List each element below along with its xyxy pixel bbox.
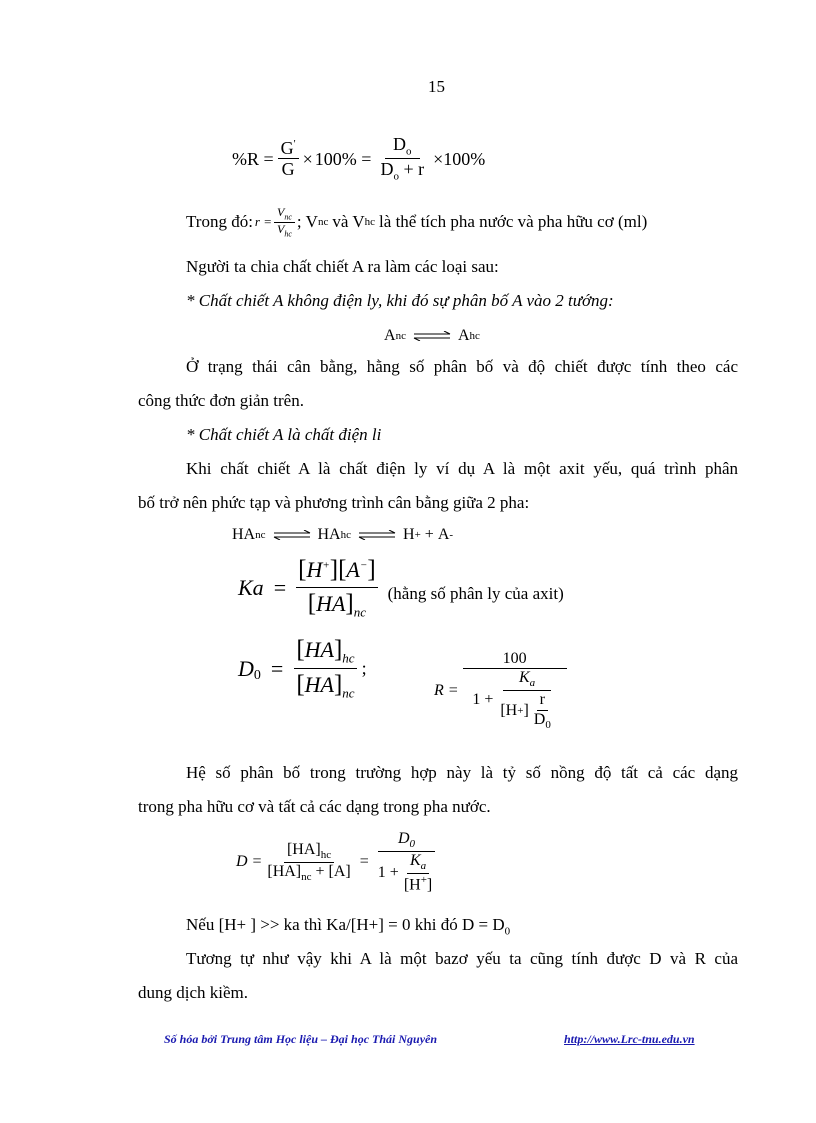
page-number: 15 — [428, 77, 445, 96]
fraction-d-ka: $D_0$ 1 + $\frac{K_a}{[H^+]}$ — [375, 830, 438, 894]
formula-ka: Ka = $\frac{[H^+][A^-]}{[HA]_{nc}}$ (hằng số phân ly của axit) — [238, 556, 564, 620]
heading-electrolyte: * Chất chiết A là chất điện li — [186, 425, 382, 444]
paragraph-condition: Nếu [H+ ] >> ka thì Ka/[H+] = 0 khi đó $D = D_0$ — [186, 915, 511, 938]
equilibrium-arrow-icon — [412, 331, 452, 341]
paragraph-d-line2: trong pha hữu cơ và tất cả các dạng trong pha nước. — [138, 797, 491, 816]
equilibrium-arrow-icon — [357, 530, 397, 540]
equation-simple: A nc A hc — [384, 327, 480, 344]
equation-chain: HA nc HA hc H + + A - — [232, 526, 454, 543]
paragraph-equilibrium-line1: Ở trạng thái cân bằng, hằng số phân bố và độ chiết được tính theo các — [186, 357, 738, 376]
paragraph-classify: Người ta chia chất chiết A ra làm các loại sau: — [186, 257, 499, 276]
fraction-ka: $\frac{[H^+][A^-]}{[HA]_{nc}}$ — [298, 556, 376, 620]
fraction-d: $\frac{D_o}{D_o + r}$ — [380, 134, 425, 183]
paragraph-equilibrium-line2: công thức đơn giản trên. — [138, 391, 304, 410]
paragraph-acid-line2: bố trở nên phức tạp và phương trình cân bằng giữa 2 pha: — [138, 493, 530, 512]
equilibrium-arrow-icon — [272, 530, 312, 540]
definition-line: Trong đó: r = $\frac{V_{nc}}{V_{hc}}$ ; V nc và V hc là thể tích pha nước và pha hữu cơ (ml) — [186, 204, 648, 238]
fraction-d-ha: $\frac{[HA]_{hc}}{[HA]_{nc} + [A]}$ — [267, 840, 351, 883]
footer-link[interactable]: http://www.Lrc-tnu.edu.vn — [564, 1032, 695, 1046]
paragraph-base-line2: dung dịch kiềm. — [138, 983, 249, 1002]
paragraph-d-line1: Hệ số phân bố trong trường hợp này là tỷ số nồng độ tất cả các dạng — [186, 763, 738, 782]
formula-r: R = 100 1 + $K_a$ [H + ] $\frac{r}{D_0}$ — [434, 650, 567, 731]
formula-recovery: %R = $\frac{G'}{G}$ × 100% = $\frac{D_o}{D_o + r}$ × 100% — [232, 134, 486, 183]
paragraph-base-line1: Tương tự như vậy khi A là một bazơ yếu ta cũng tính được D và R của — [186, 949, 738, 968]
formula-lhs: %R = — [232, 148, 274, 169]
fraction-r-main: 100 1 + $K_a$ [H + ] $\frac{r}{D_0}$ — [463, 650, 567, 731]
fraction-g: $\frac{G'}{G}$ — [278, 138, 299, 180]
fraction-d0: $\frac{[HA]_{hc}}{[HA]_{nc}}$ — [296, 636, 355, 701]
heading-nonelectrolyte: * Chất chiết A không điện ly, khi đó sự phân bố A vào 2 tướng: — [186, 291, 614, 310]
footer-source: Số hóa bởi Trung tâm Học liệu – Đại học Thái Nguyên — [164, 1032, 438, 1046]
paragraph-acid-line1: Khi chất chiết A là chất điện ly ví dụ A là một axit yếu, quá trình phân — [186, 459, 738, 478]
formula-d0: D 0 = $\frac{[HA]_{hc}}{[HA]_{nc}}$ ; — [238, 636, 367, 701]
formula-d: D = $\frac{[HA]_{hc}}{[HA]_{nc} + [A]}$ = $D_0$ 1 + $\frac{K_a}{[H^+]}$ — [236, 830, 438, 894]
fraction-r: $\frac{V_{nc}}{V_{hc}}$ — [274, 206, 295, 238]
